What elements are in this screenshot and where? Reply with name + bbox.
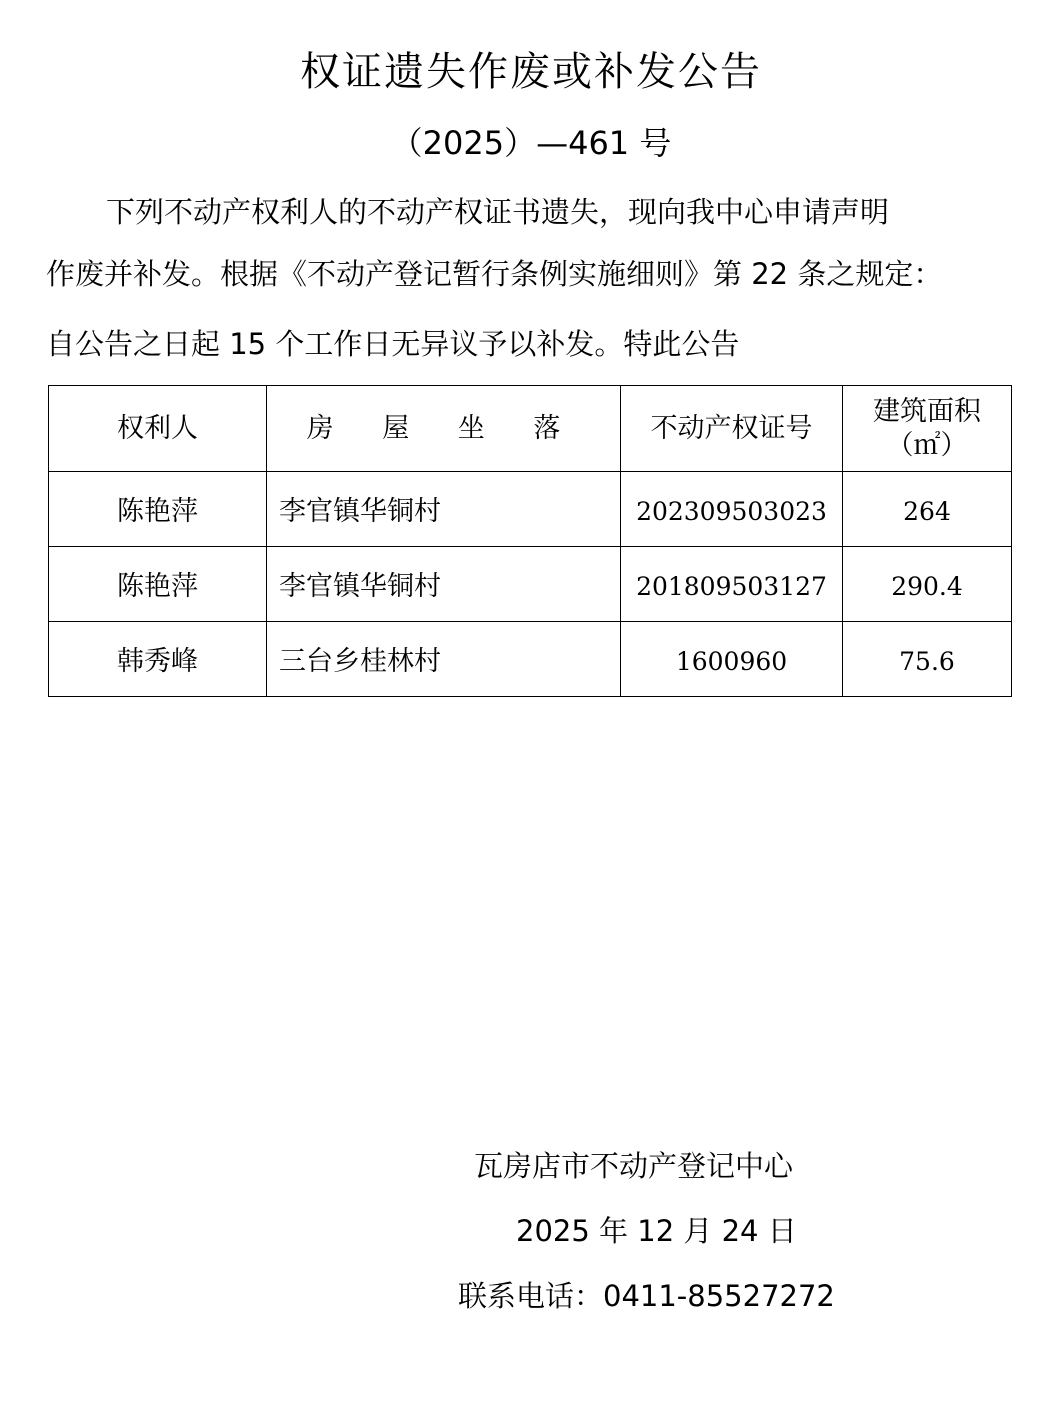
- cell-area: 75.6: [843, 622, 1012, 697]
- cell-cert-no: 202309503023: [621, 472, 843, 547]
- issue-date: 2025 年 12 月 24 日: [516, 1214, 797, 1248]
- cell-area: 290.4: [843, 547, 1012, 622]
- notice-body-line-3: 自公告之日起 15 个工作日无异议予以补发。特此公告: [46, 327, 740, 361]
- cell-owner: 陈艳萍: [49, 472, 267, 547]
- issuer-name: 瓦房店市不动产登记中心: [474, 1149, 794, 1183]
- header-cert-no: 不动产权证号: [621, 386, 843, 472]
- header-owner: 权利人: [49, 386, 267, 472]
- table-header-row: [49, 386, 1012, 472]
- header-location: 房 屋 坐 落: [267, 386, 621, 472]
- notice-number: （2025）—461 号: [390, 124, 672, 162]
- cell-location: 李官镇华铜村: [267, 547, 621, 622]
- cell-area: 264: [843, 472, 1012, 547]
- cell-cert-no: 1600960: [621, 622, 843, 697]
- notice-title: 权证遗失作废或补发公告: [300, 49, 762, 95]
- header-area: [843, 386, 1012, 472]
- notice-body-line-1: 下列不动产权利人的不动产权证书遗失，现向我中心申请声明: [106, 195, 890, 229]
- records-table: [48, 385, 1012, 697]
- header-area-unit: （㎡）: [886, 429, 968, 461]
- table-row: [49, 547, 1012, 622]
- cell-cert-no: 201809503127: [621, 547, 843, 622]
- contact-phone: 联系电话：0411-85527272: [458, 1279, 835, 1313]
- cell-location: 三台乡桂林村: [267, 622, 621, 697]
- cell-location: 李官镇华铜村: [267, 472, 621, 547]
- cell-owner: 陈艳萍: [49, 547, 267, 622]
- cell-owner: 韩秀峰: [49, 622, 267, 697]
- table-row: [49, 472, 1012, 547]
- header-area-label: 建筑面积: [873, 395, 981, 427]
- table-row: [49, 622, 1012, 697]
- notice-body-line-2: 作废并补发。根据《不动产登记暂行条例实施细则》第 22 条之规定：: [46, 257, 943, 291]
